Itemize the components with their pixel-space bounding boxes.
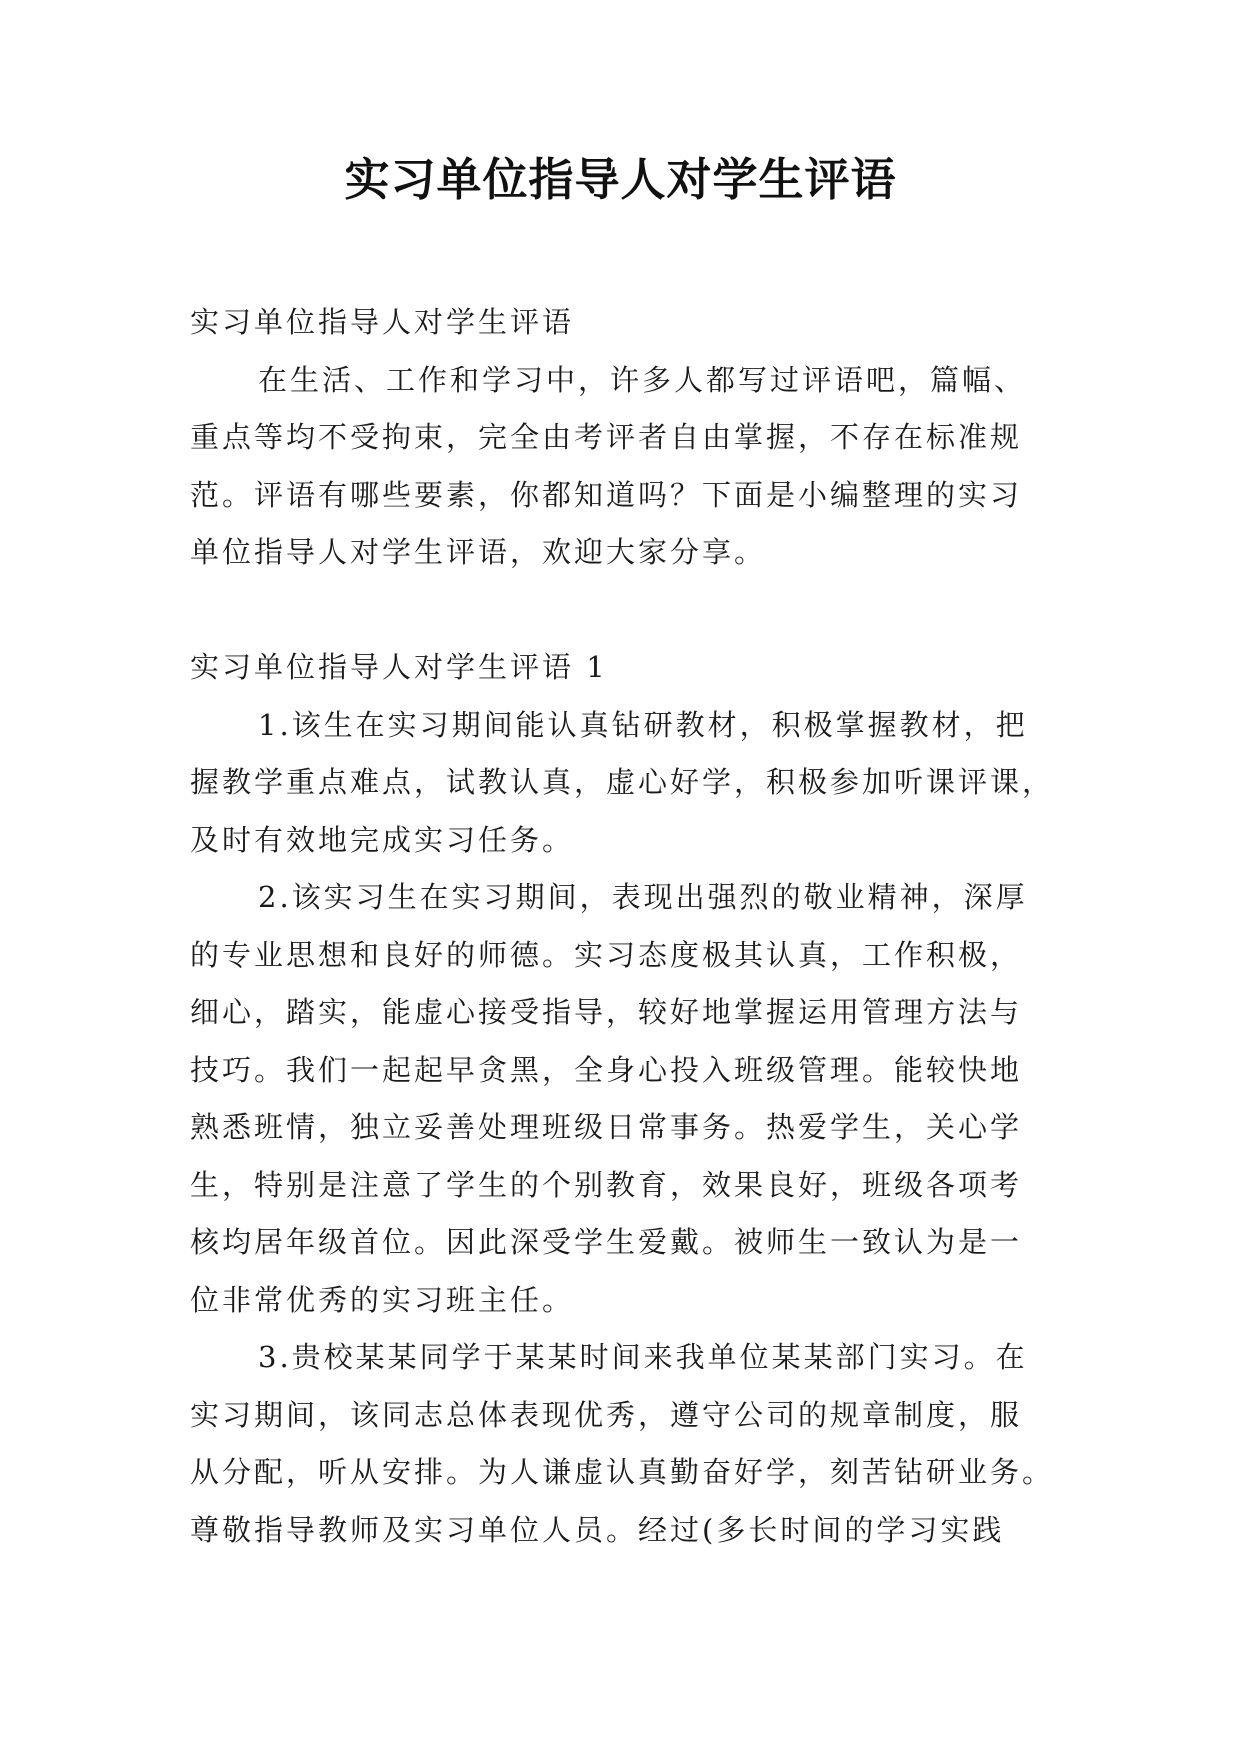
paragraph-line: 握教学重点难点，试教认真，虚心好学，积极参加听课评课， — [190, 765, 1055, 799]
paragraph-line: 3.贵校某某同学于某某时间来我单位某某部门实习。在 — [258, 1340, 1028, 1374]
section-heading-1: 实习单位指导人对学生评语 1 — [190, 650, 608, 684]
paragraph-line: 熟悉班情，独立妥善处理班级日常事务。热爱学生，关心学 — [190, 1110, 1023, 1144]
paragraph-line: 核均居年级首位。因此深受学生爱戴。被师生一致认为是一 — [190, 1225, 1023, 1259]
paragraph-line: 位非常优秀的实习班主任。 — [190, 1282, 575, 1317]
paragraph-line: 实习期间，该同志总体表现优秀，遵守公司的规章制度，服 — [190, 1397, 1023, 1432]
paragraph-line: 及时有效地完成实习任务。 — [190, 822, 575, 857]
paragraph-line: 从分配，听从安排。为人谦虚认真勤奋好学，刻苦钻研业务。 — [190, 1455, 1055, 1489]
paragraph-line: 范。评语有哪些要素，你都知道吗？下面是小编整理的实习 — [190, 477, 1023, 512]
paragraph-gap — [190, 582, 1060, 640]
paragraph-line: 2.该实习生在实习期间，表现出强烈的敬业精神，深厚 — [258, 880, 1028, 914]
section-heading-intro: 实习单位指导人对学生评语 — [190, 305, 575, 339]
document-body — [190, 294, 1060, 1559]
paragraph-line: 重点等均不受拘束，完全由考评者自由掌握，不存在标准规 — [190, 420, 1023, 454]
paragraph-line: 的专业思想和良好的师德。实习态度极其认真，工作积极， — [190, 937, 1023, 972]
paragraph-line: 尊敬指导教师及实习单位人员。经过(多长时间的学习实践 — [190, 1512, 1005, 1547]
paragraph-line: 单位指导人对学生评语，欢迎大家分享。 — [190, 535, 767, 569]
page-title: 实习单位指导人对学生评语 — [344, 153, 897, 206]
paragraph-line: 细心，踏实，能虚心接受指导，较好地掌握运用管理方法与 — [190, 995, 1023, 1029]
paragraph-line: 1.该生在实习期间能认真钻研教材，积极掌握教材，把 — [258, 707, 1028, 742]
paragraph-line: 在生活、工作和学习中，许多人都写过评语吧，篇幅、 — [258, 362, 1027, 397]
paragraph-line: 技巧。我们一起起早贪黑，全身心投入班级管理。能较快地 — [190, 1052, 1023, 1087]
paragraph-line: 生，特别是注意了学生的个别教育，效果良好，班级各项考 — [190, 1167, 1023, 1202]
